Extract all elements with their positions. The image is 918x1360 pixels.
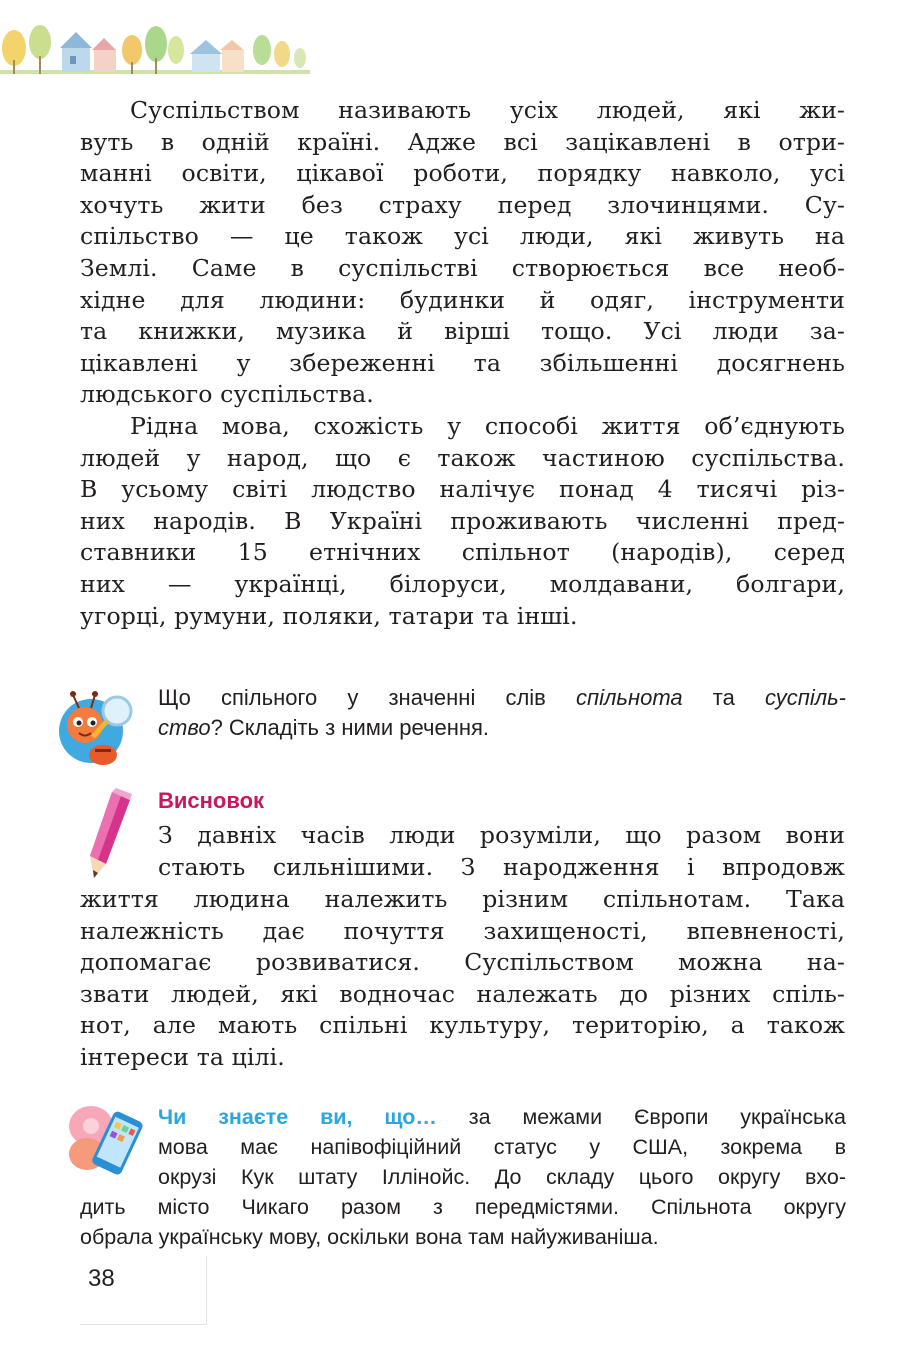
text-line: вуть в одній країні. Адже всі зацікавлені в отри-: [80, 127, 845, 156]
text-line: життя людина належить різним спільнотам. Така: [80, 885, 845, 913]
text-line: них — українці, білоруси, молдавани, болгари,: [80, 569, 845, 598]
text-line: манні освіти, цікавої роботи, порядку навколо, усі: [80, 159, 845, 188]
text-line: хідне для людини: будинки й одяг, інструменти: [80, 285, 845, 314]
did-you-know-line: окрузі Кук штату Іллінойс. До складу цього округу вхо-: [158, 1165, 846, 1189]
pencil-icon: [84, 788, 136, 880]
question-line: ство? Складіть з ними речення.: [158, 715, 490, 740]
paragraph-nations: [80, 411, 845, 632]
did-you-know-line: обрала українську мову, оскільки вона там найуживаніша.: [80, 1225, 659, 1249]
text-line: належність дає почуття захищеності, впевненості,: [80, 916, 845, 945]
text-line: хочуть жити без страху перед злочинцями. Су-: [80, 190, 845, 219]
text-line: Суспільством називають усіх людей, які жи-: [130, 96, 845, 124]
did-you-know-line: дить місто Чикаго разом з передмістями. Спільнота округу: [80, 1195, 846, 1219]
text-line: звати людей, які водночас належать до різних спіль-: [80, 979, 845, 1008]
text-line: цікавлені у збереженні та збільшенні досягнень: [80, 348, 845, 377]
text-line: людей у народ, що є також частиною суспільства.: [80, 443, 845, 472]
page-number: 38: [88, 1265, 115, 1292]
text-line: людського суспільства.: [80, 380, 374, 409]
butterfly-phone-icon: [65, 1100, 145, 1180]
question-task: [158, 683, 846, 743]
question-line: Що спільного у значенні слів спільнота та суспіль-: [158, 685, 847, 710]
text-line: В усьому світі людство налічує понад 4 тисячі різ-: [80, 475, 845, 504]
text-line: ставники 15 етнічних спільнот (народів), серед: [80, 538, 845, 567]
ant-magnifier-icon: [55, 685, 137, 771]
conclusion-text-indented: [158, 820, 845, 883]
text-line: інтереси та цілі.: [80, 1042, 285, 1071]
paragraph-society: [80, 95, 845, 411]
text-line: нот, але мають спільні культуру, територію, а також: [80, 1011, 845, 1040]
text-line: допомагає розвиватися. Суспільством можна на-: [80, 948, 845, 977]
text-line: З давніх часів люди розуміли, що разом вони: [158, 821, 845, 849]
conclusion-text: [80, 884, 845, 1074]
text-line: спільство — це також усі люди, які живуть на: [80, 222, 845, 251]
did-you-know-line: Чи знаєте ви, що… за межами Європи українська: [158, 1105, 847, 1129]
text-line: Землі. Саме в суспільстві створюється все необ-: [80, 253, 845, 282]
text-line: них народів. В Україні проживають численні пред-: [80, 506, 845, 535]
text-line: Рідна мова, схожість у способі життя об’єднують: [130, 412, 845, 440]
did-you-know-lead: Чи знаєте ви, що…: [158, 1105, 437, 1129]
text-line: угорці, румуни, поляки, татари та інші.: [80, 601, 578, 630]
did-you-know-intro: [158, 1102, 846, 1192]
did-you-know-body: [80, 1192, 846, 1252]
conclusion-heading: Висновок: [158, 788, 265, 813]
village-banner-icon: [0, 20, 310, 82]
text-line: стають сильнішими. З народження і впродовж: [158, 852, 845, 881]
did-you-know-line: мова має напівофіційний статус у США, зокрема в: [158, 1135, 846, 1159]
text-line: та книжки, музика й вірші тощо. Усі люди за-: [80, 317, 845, 346]
